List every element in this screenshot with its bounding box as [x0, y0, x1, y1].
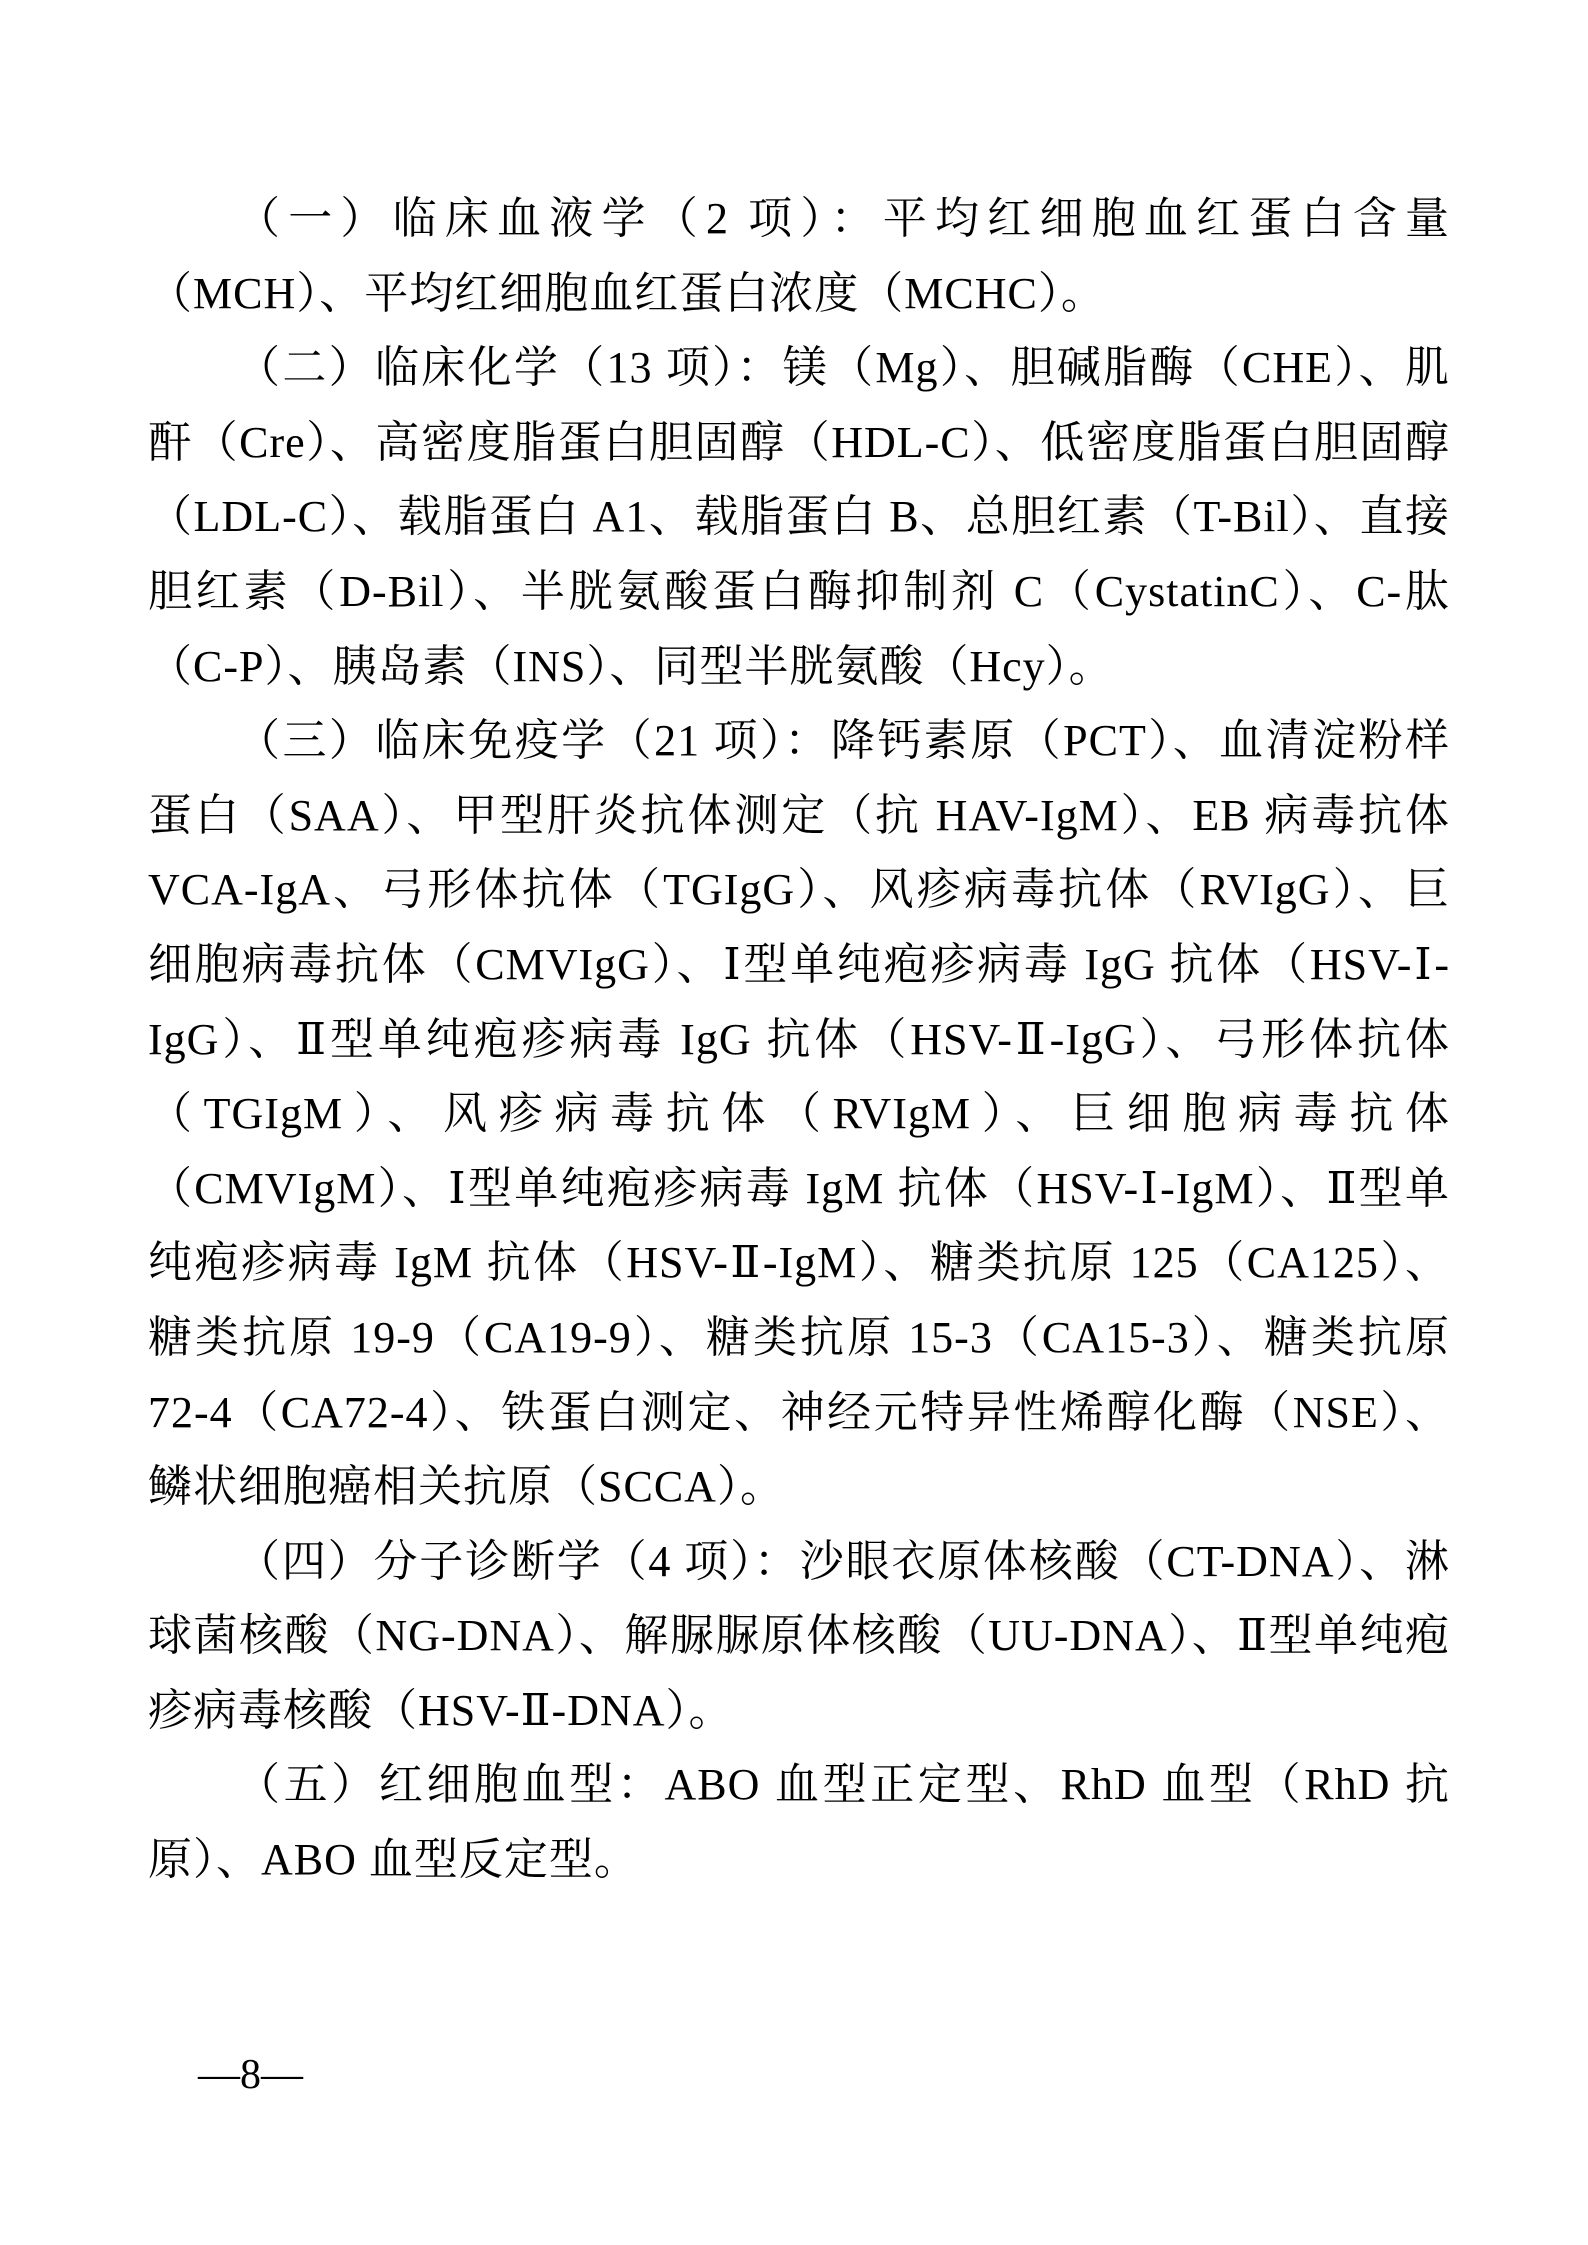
paragraph-clinical-hematology: （一）临床血液学（2 项）：平均红细胞血红蛋白含量（MCH）、平均红细胞血红蛋白浓度（MCHC）。	[148, 194, 1450, 318]
paragraph-molecular-diagnostics: （四）分子诊断学（4 项）：沙眼衣原体核酸（CT-DNA）、淋球菌核酸（NG-DNA）、解脲脲原体核酸（UU-DNA）、Ⅱ型单纯疱疹病毒核酸（HSV-Ⅱ-DNA）。	[148, 1536, 1450, 1735]
page-number: —8—	[198, 2052, 303, 2098]
paragraph-clinical-chemistry: （二）临床化学（13 项）：镁（Mg）、胆碱脂酶（CHE）、肌酐（Cre）、高密度脂蛋白胆固醇（HDL-C）、低密度脂蛋白胆固醇（LDL-C）、载脂蛋白 A1、载脂蛋白 B、总胆红素（T-Bil）、直接胆红素（D-Bil）、半胱氨酸蛋白酶抑制剂 C（CystatinC）、C-肽（C-P）、胰岛素（INS）、同型半胱氨酸（Hcy）。	[148, 343, 1450, 691]
paragraph-rbc-blood-group: （五）红细胞血型：ABO 血型正定型、RhD 血型（RhD 抗原）、ABO 血型反定型。	[148, 1760, 1450, 1885]
paragraph-clinical-immunology: （三）临床免疫学（21 项）：降钙素原（PCT）、血清淀粉样蛋白（SAA）、甲型肝炎抗体测定（抗 HAV-IgM）、EB 病毒抗体 VCA-IgA、弓形体抗体（TGIgG）、风疹病毒抗体（RVIgG）、巨细胞病毒抗体（CMVIgG）、Ⅰ型单纯疱疹病毒 IgG 抗体（HSV-Ⅰ-IgG）、Ⅱ型单纯疱疹病毒 IgG 抗体（HSV-Ⅱ-IgG）、弓形体抗体（TGIgM）、风疹病毒抗体（RVIgM）、巨细胞病毒抗体（CMVIgM）、Ⅰ型单纯疱疹病毒 IgM 抗体（HSV-Ⅰ-IgM）、Ⅱ型单纯疱疹病毒 IgM 抗体（HSV-Ⅱ-IgM）、糖类抗原 125（CA125）、糖类抗原 19-9（CA19-9）、糖类抗原 15-3（CA15-3）、糖类抗原 72-4（CA72-4）、铁蛋白测定、神经元特异性烯醇化酶（NSE）、鳞状细胞癌相关抗原（SCCA）。	[148, 716, 1450, 1512]
document-body	[148, 182, 1450, 1898]
